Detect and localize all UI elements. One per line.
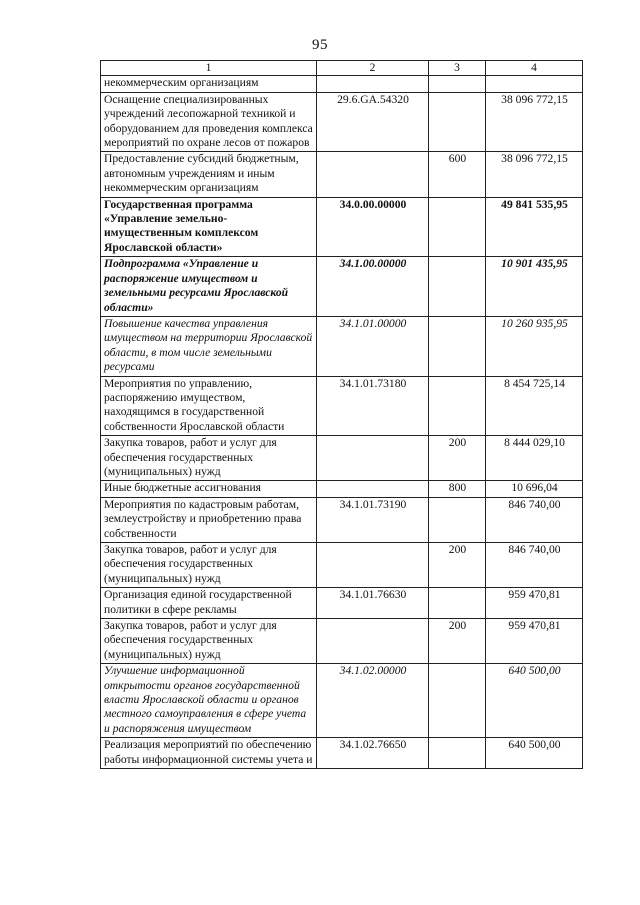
column-header-name: 1 bbox=[101, 61, 317, 76]
row-name-cell: Оснащение специализированных учреждений лесопожарной техникой и оборудованием для проведения комплекса мероприятий по охране лесов от пожаров bbox=[101, 92, 317, 152]
row-expense-type-cell bbox=[429, 664, 486, 738]
row-expense-type-cell bbox=[429, 316, 486, 376]
row-code-cell bbox=[317, 76, 429, 92]
row-code-cell: 34.1.01.76630 bbox=[317, 588, 429, 619]
row-code-cell: 34.1.02.00000 bbox=[317, 664, 429, 738]
row-name-cell: Закупка товаров, работ и услуг для обеспечения государственных (муниципальных) нужд bbox=[101, 543, 317, 588]
row-amount-cell: 640 500,00 bbox=[486, 738, 583, 769]
table-header-row bbox=[101, 61, 583, 76]
row-name-cell: Закупка товаров, работ и услуг для обеспечения государственных (муниципальных) нужд bbox=[101, 619, 317, 664]
row-amount-cell: 10 260 935,95 bbox=[486, 316, 583, 376]
column-header-code: 2 bbox=[317, 61, 429, 76]
row-amount-cell: 38 096 772,15 bbox=[486, 92, 583, 152]
table-row bbox=[101, 664, 583, 738]
row-expense-type-cell: 200 bbox=[429, 619, 486, 664]
row-name-cell: Реализация мероприятий по обеспечению работы информационной системы учета и bbox=[101, 738, 317, 769]
row-expense-type-cell bbox=[429, 92, 486, 152]
row-name-cell: Государственная программа «Управление земельно-имущественным комплексом Ярославской области» bbox=[101, 197, 317, 257]
row-amount-cell: 38 096 772,15 bbox=[486, 152, 583, 197]
row-code-cell: 34.0.00.00000 bbox=[317, 197, 429, 257]
row-code-cell: 29.6.GA.54320 bbox=[317, 92, 429, 152]
page-number: 95 bbox=[312, 37, 328, 53]
row-code-cell bbox=[317, 543, 429, 588]
table-row bbox=[101, 197, 583, 257]
row-amount-cell: 846 740,00 bbox=[486, 497, 583, 542]
table-row bbox=[101, 543, 583, 588]
row-amount-cell: 10 696,04 bbox=[486, 481, 583, 497]
table-row bbox=[101, 376, 583, 436]
budget-table-body bbox=[101, 61, 583, 769]
row-amount-cell: 49 841 535,95 bbox=[486, 197, 583, 257]
table-row bbox=[101, 481, 583, 497]
row-name-cell: Организация единой государственной политики в сфере рекламы bbox=[101, 588, 317, 619]
row-amount-cell: 846 740,00 bbox=[486, 543, 583, 588]
budget-table bbox=[100, 60, 583, 769]
row-code-cell: 34.1.01.00000 bbox=[317, 316, 429, 376]
row-expense-type-cell: 800 bbox=[429, 481, 486, 497]
row-amount-cell: 10 901 435,95 bbox=[486, 257, 583, 317]
row-expense-type-cell bbox=[429, 376, 486, 436]
column-header-type: 3 bbox=[429, 61, 486, 76]
row-expense-type-cell bbox=[429, 588, 486, 619]
table-row bbox=[101, 738, 583, 769]
row-code-cell: 34.1.00.00000 bbox=[317, 257, 429, 317]
row-expense-type-cell: 200 bbox=[429, 543, 486, 588]
table-row bbox=[101, 497, 583, 542]
row-expense-type-cell bbox=[429, 497, 486, 542]
row-code-cell bbox=[317, 152, 429, 197]
row-name-cell: Улучшение информационной открытости органов государственной власти Ярославской области и органов местного самоуправления в сфере учета и распоряжения имуществом bbox=[101, 664, 317, 738]
row-amount-cell: 959 470,81 bbox=[486, 619, 583, 664]
row-code-cell: 34.1.02.76650 bbox=[317, 738, 429, 769]
row-amount-cell: 959 470,81 bbox=[486, 588, 583, 619]
row-code-cell: 34.1.01.73190 bbox=[317, 497, 429, 542]
row-code-cell bbox=[317, 436, 429, 481]
table-row bbox=[101, 588, 583, 619]
row-expense-type-cell bbox=[429, 257, 486, 317]
row-expense-type-cell bbox=[429, 197, 486, 257]
table-row bbox=[101, 76, 583, 92]
row-expense-type-cell bbox=[429, 738, 486, 769]
row-name-cell: Подпрограмма «Управление и распоряжение имуществом и земельными ресурсами Ярославской области» bbox=[101, 257, 317, 317]
row-expense-type-cell: 600 bbox=[429, 152, 486, 197]
row-expense-type-cell: 200 bbox=[429, 436, 486, 481]
row-name-cell: Иные бюджетные ассигнования bbox=[101, 481, 317, 497]
table-row bbox=[101, 152, 583, 197]
row-name-cell: Предоставление субсидий бюджетным, автономным учреждениям и иным некоммерческим организациям bbox=[101, 152, 317, 197]
table-row bbox=[101, 257, 583, 317]
row-amount-cell bbox=[486, 76, 583, 92]
row-name-cell: Повышение качества управления имуществом на территории Ярославской области, в том числе земельными ресурсами bbox=[101, 316, 317, 376]
row-amount-cell: 640 500,00 bbox=[486, 664, 583, 738]
row-code-cell: 34.1.01.73180 bbox=[317, 376, 429, 436]
row-code-cell bbox=[317, 481, 429, 497]
column-header-amount: 4 bbox=[486, 61, 583, 76]
table-row bbox=[101, 316, 583, 376]
table-row bbox=[101, 92, 583, 152]
row-code-cell bbox=[317, 619, 429, 664]
row-name-cell: Закупка товаров, работ и услуг для обеспечения государственных (муниципальных) нужд bbox=[101, 436, 317, 481]
row-name-cell: Мероприятия по кадастровым работам, землеустройству и приобретению права собственности bbox=[101, 497, 317, 542]
row-name-cell: некоммерческим организациям bbox=[101, 76, 317, 92]
row-amount-cell: 8 444 029,10 bbox=[486, 436, 583, 481]
table-row bbox=[101, 436, 583, 481]
table-row bbox=[101, 619, 583, 664]
row-name-cell: Мероприятия по управлению, распоряжению имуществом, находящимся в государственной собственности Ярославской области bbox=[101, 376, 317, 436]
row-amount-cell: 8 454 725,14 bbox=[486, 376, 583, 436]
row-expense-type-cell bbox=[429, 76, 486, 92]
